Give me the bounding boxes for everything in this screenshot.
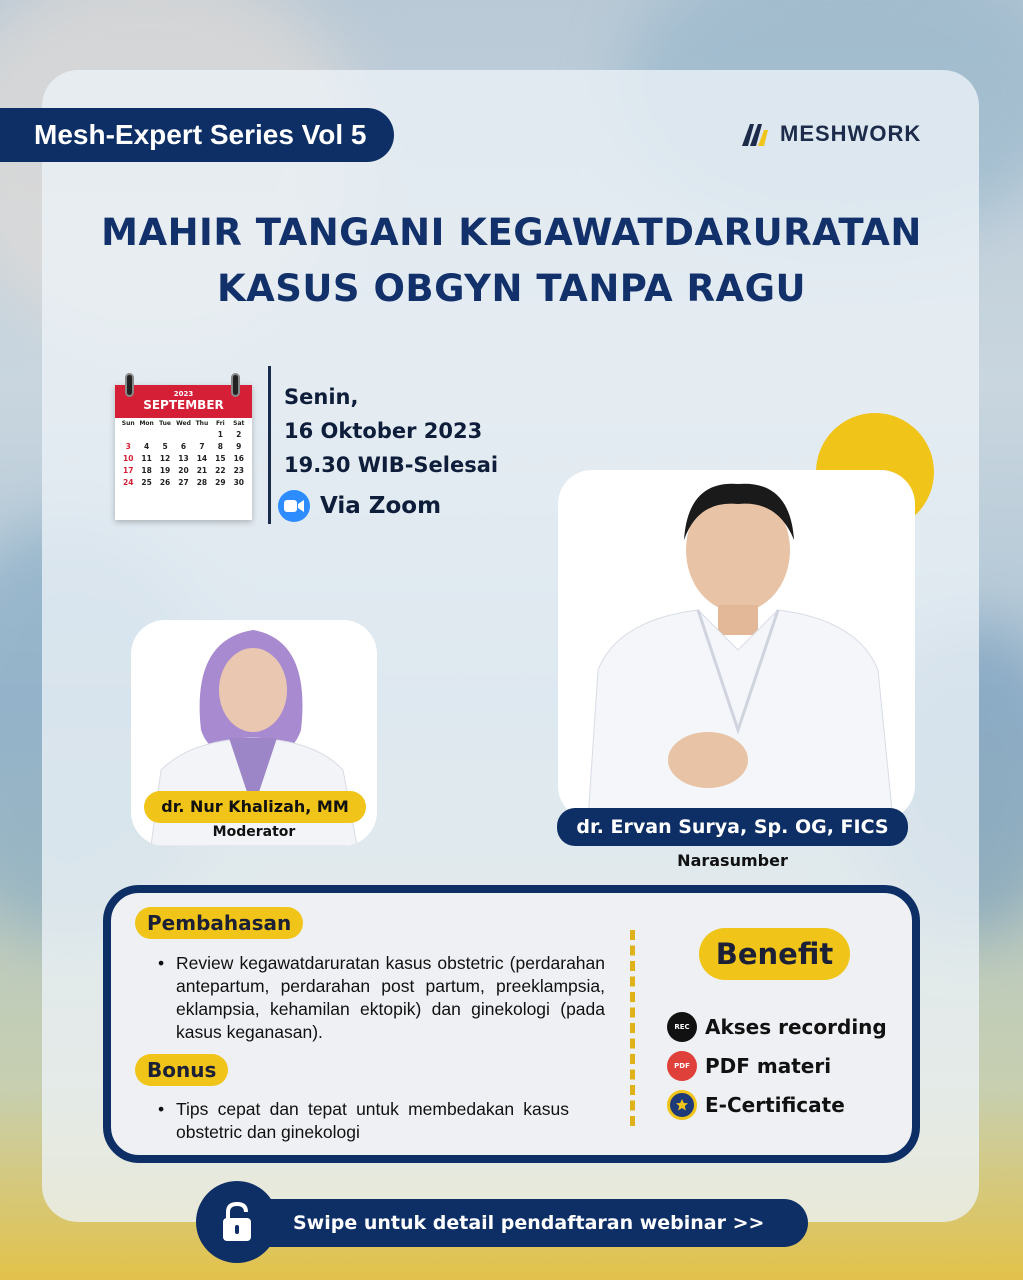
event-day: Senin, xyxy=(284,385,359,409)
series-badge xyxy=(0,108,394,162)
benefit-item xyxy=(667,1051,831,1081)
calendar-year: 2023 xyxy=(173,390,194,398)
benefit-label: Benefit xyxy=(715,937,834,971)
benefit-item-label: Akses recording xyxy=(705,1015,887,1039)
event-platform xyxy=(278,490,441,522)
benefit-tag xyxy=(699,928,850,980)
title-line-1: MAHIR TANGANI KEGAWATDARURATAN xyxy=(101,211,922,254)
calendar-day: 15 xyxy=(215,454,226,463)
calendar-ring-icon xyxy=(125,373,134,397)
calendar-day-header: Mon xyxy=(139,420,154,427)
calendar-day: 22 xyxy=(215,466,226,475)
zoom-icon xyxy=(278,490,310,522)
speaker-photo xyxy=(558,470,915,820)
calendar-month: SEPTEMBER xyxy=(143,398,224,412)
rec-icon xyxy=(667,1012,697,1042)
bonus-tag xyxy=(135,1054,228,1086)
moderator-name-badge xyxy=(144,791,366,823)
calendar-day: 11 xyxy=(141,454,152,463)
divider xyxy=(268,366,271,524)
benefit-item xyxy=(667,1012,887,1042)
swipe-label: Swipe untuk detail pendaftaran webinar >> xyxy=(293,1212,765,1234)
calendar-day xyxy=(193,430,211,439)
calendar-day: 25 xyxy=(141,478,152,487)
event-date: 16 Oktober 2023 xyxy=(284,419,483,443)
calendar-day xyxy=(156,430,174,439)
calendar-day: 28 xyxy=(196,478,208,487)
calendar xyxy=(115,385,252,520)
calendar-day-header: Thu xyxy=(195,420,209,427)
calendar-day: 18 xyxy=(141,466,152,475)
pembahasan-text: • Review kegawatdaruratan kasus obstetric (perdarahan antepartum, perdarahan post partum, preeklampsia, eklampsia, kehamilan ektopik) dan ginekologi (pada kasus keganasan). xyxy=(176,952,605,1044)
calendar-day: 4 xyxy=(144,442,150,451)
calendar-day: 19 xyxy=(159,466,171,475)
calendar-day: 27 xyxy=(178,478,189,487)
certificate-icon xyxy=(667,1090,697,1120)
calendar-day-header: Sat xyxy=(233,420,245,427)
pembahasan-label: Pembahasan xyxy=(147,911,292,935)
speaker-role: Narasumber xyxy=(677,851,788,870)
moderator-role: Moderator xyxy=(212,824,296,840)
calendar-day-header: Wed xyxy=(176,420,191,427)
calendar-day: 9 xyxy=(236,442,242,451)
calendar-day: 2 xyxy=(236,430,242,439)
meshwork-logo-icon xyxy=(740,120,772,148)
calendar-day: 20 xyxy=(178,466,189,475)
calendar-day: 3 xyxy=(125,442,131,451)
bonus-label: Bonus xyxy=(147,1058,217,1082)
calendar-ring-icon xyxy=(231,373,240,397)
speaker-name-badge xyxy=(557,808,908,846)
pdf-badge: PDF xyxy=(674,1062,690,1070)
speaker-name: dr. Ervan Surya, Sp. OG, FICS xyxy=(576,816,889,838)
title-line-2: KASUS OBGYN TANPA RAGU xyxy=(216,267,807,310)
calendar-day: 29 xyxy=(215,478,226,487)
calendar-day xyxy=(119,430,137,439)
bonus-text: • Tips cepat dan tepat untuk membedakan kasus obstetric dan ginekologi xyxy=(176,1098,569,1144)
dashed-divider xyxy=(630,930,635,1126)
series-label: Mesh-Expert Series Vol 5 xyxy=(34,119,367,150)
calendar-day xyxy=(174,430,192,439)
event-time: 19.30 WIB-Selesai xyxy=(284,453,499,477)
moderator-name: dr. Nur Khalizah, MM xyxy=(161,797,349,816)
calendar-day xyxy=(137,430,155,439)
benefit-item-label: E-Certificate xyxy=(705,1093,845,1117)
calendar-day: 30 xyxy=(233,478,244,487)
calendar-day: 16 xyxy=(233,454,244,463)
calendar-day: 13 xyxy=(178,454,189,463)
calendar-day-header: Fri xyxy=(215,420,225,427)
calendar-grid xyxy=(115,418,252,489)
calendar-day: 14 xyxy=(196,454,208,463)
calendar-day: 1 xyxy=(217,430,223,439)
calendar-day: 8 xyxy=(217,442,223,451)
lock-button[interactable] xyxy=(196,1181,278,1263)
speaker-portrait xyxy=(558,470,915,820)
brand-logo xyxy=(740,120,921,148)
calendar-day-header: Sun xyxy=(121,420,135,427)
platform-label: Via Zoom xyxy=(320,493,442,519)
calendar-day: 26 xyxy=(159,478,171,487)
calendar-day: 12 xyxy=(159,454,171,463)
swipe-banner[interactable] xyxy=(215,1199,808,1247)
rec-badge: REC xyxy=(674,1023,690,1031)
page-title xyxy=(60,205,963,317)
calendar-day: 17 xyxy=(122,466,134,475)
calendar-day: 6 xyxy=(180,442,187,451)
brand-name: MESHWORK xyxy=(780,121,922,146)
pdf-icon xyxy=(667,1051,697,1081)
calendar-day: 10 xyxy=(122,454,134,463)
calendar-day: 5 xyxy=(162,442,168,451)
calendar-day: 23 xyxy=(233,466,244,475)
event-details xyxy=(284,380,498,482)
calendar-day: 21 xyxy=(196,466,208,475)
calendar-day: 7 xyxy=(199,442,205,451)
calendar-day: 24 xyxy=(122,478,134,487)
calendar-day-header: Tue xyxy=(159,420,171,427)
benefit-item xyxy=(667,1090,845,1120)
benefit-item-label: PDF materi xyxy=(705,1054,832,1078)
lock-icon xyxy=(220,1201,254,1243)
pembahasan-tag xyxy=(135,907,303,939)
